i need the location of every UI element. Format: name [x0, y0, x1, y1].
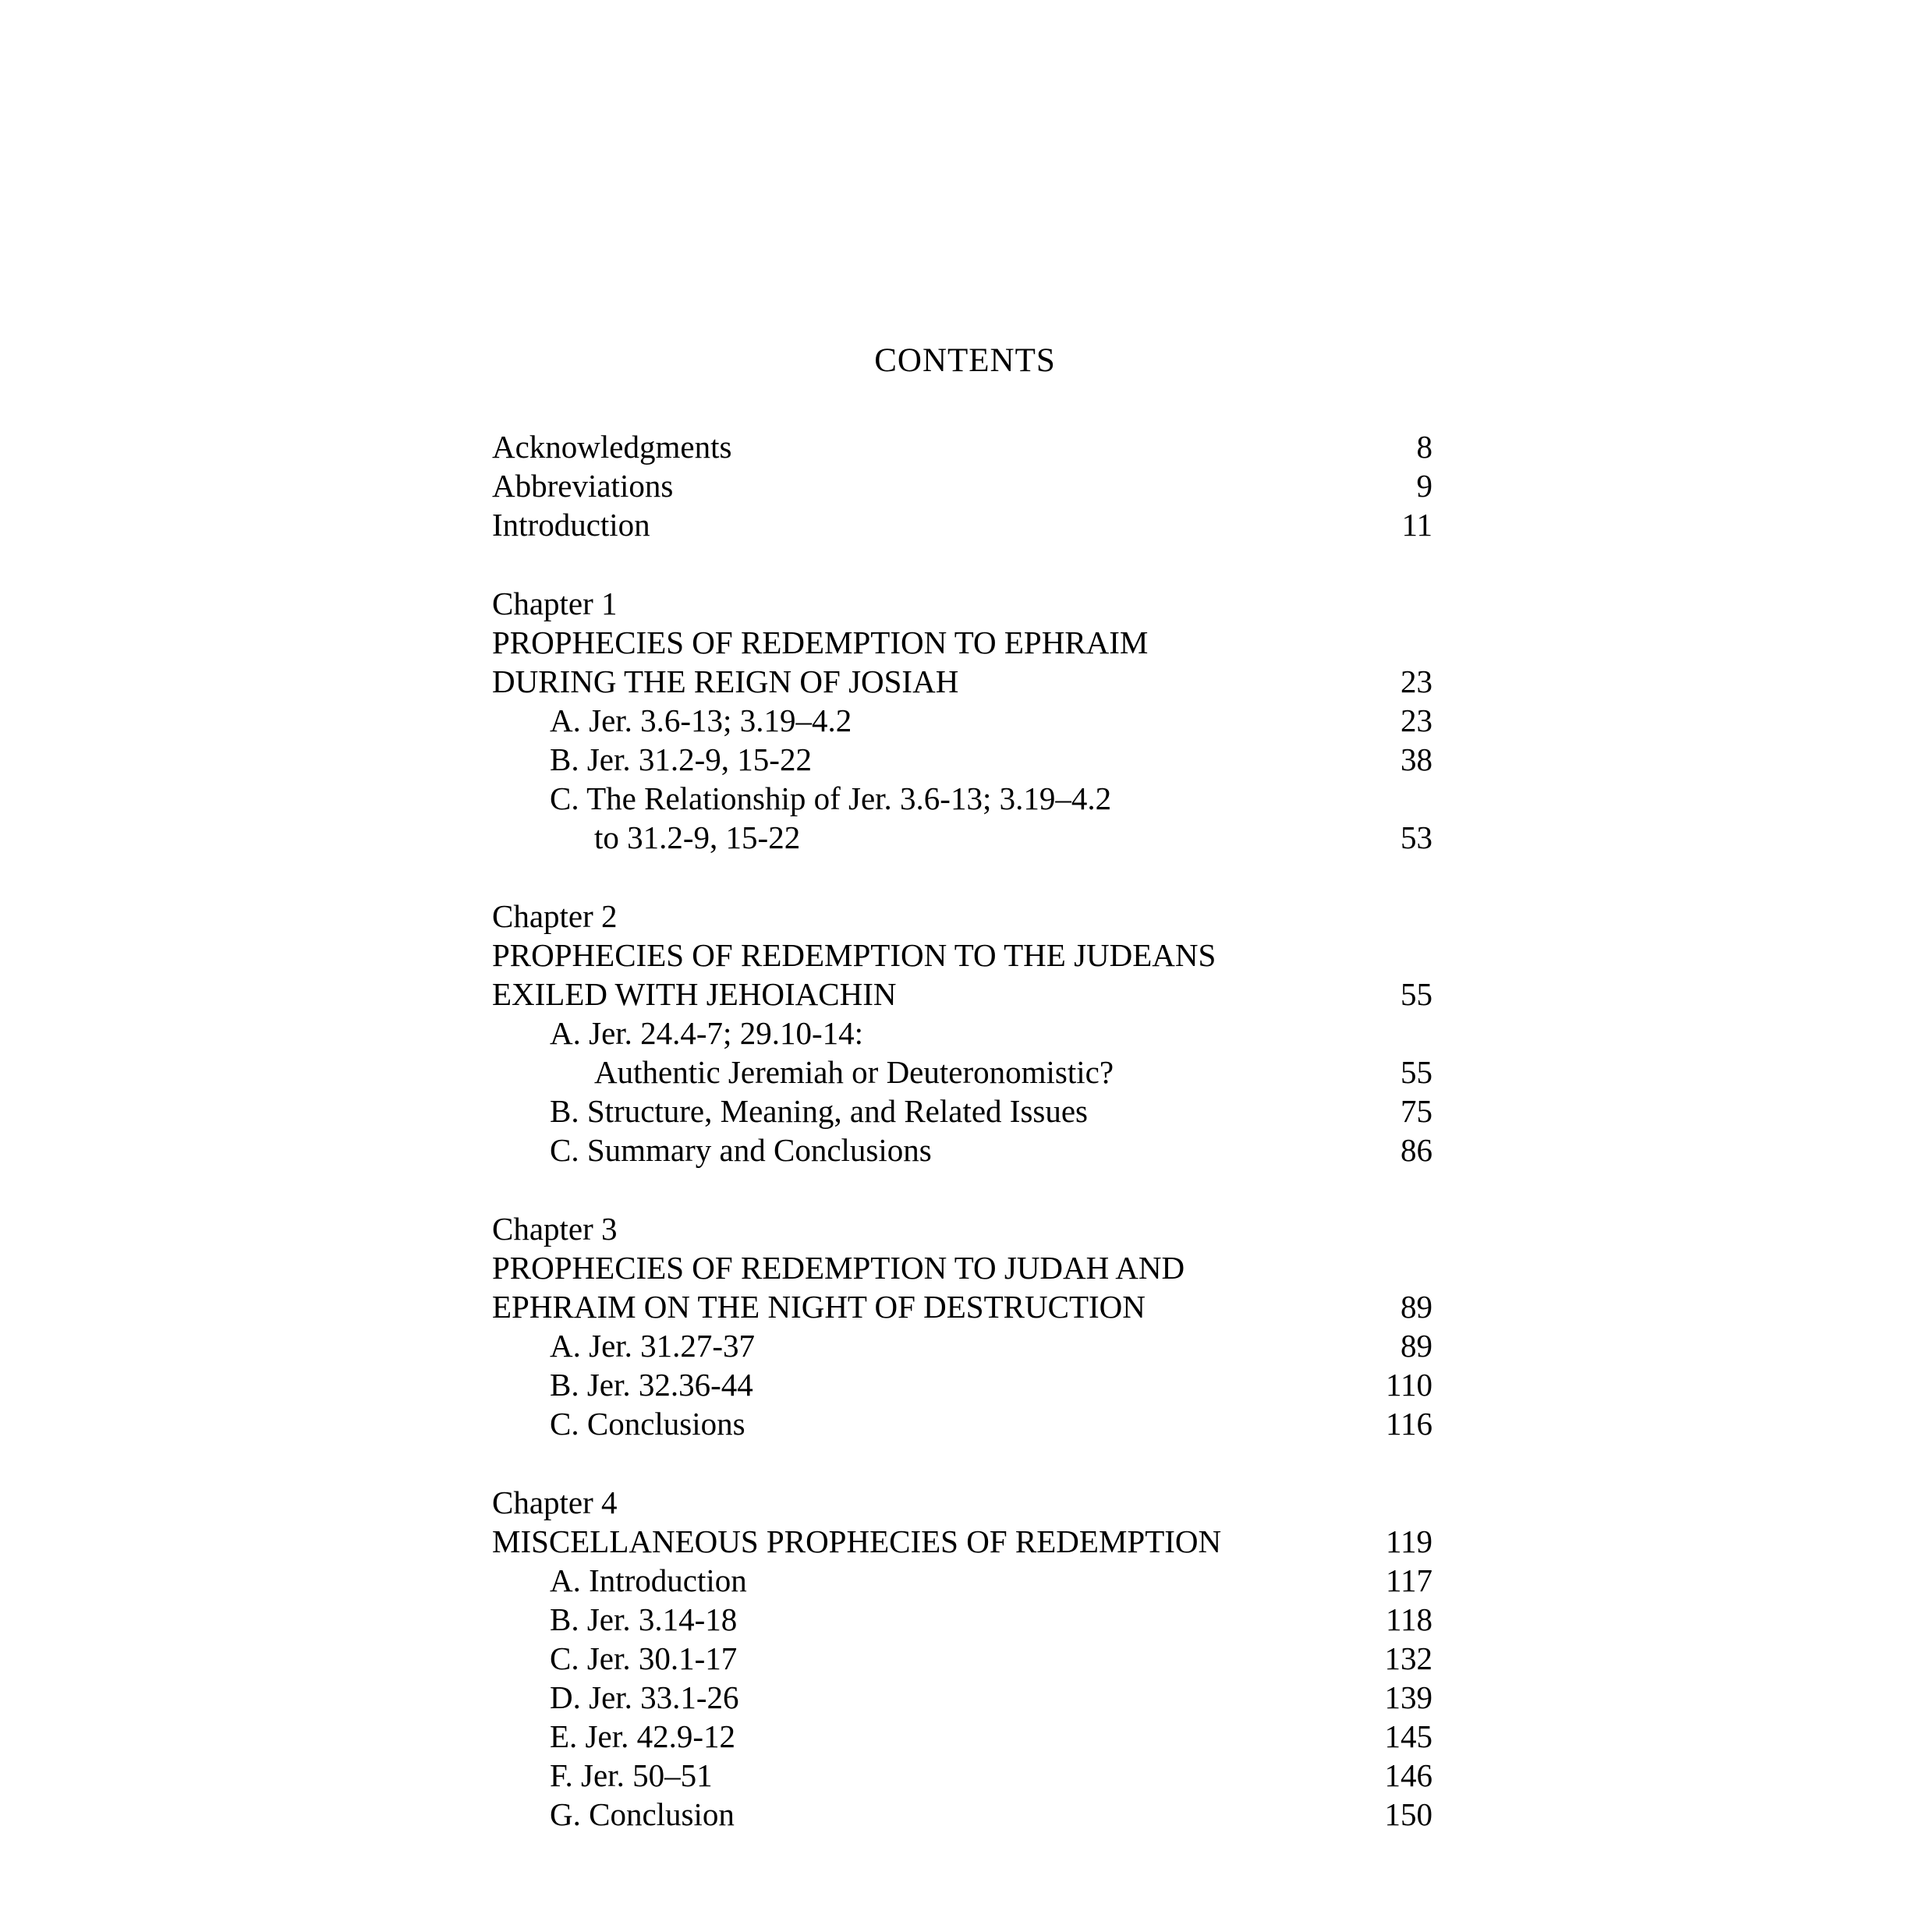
toc-page-number: 9 — [1416, 468, 1432, 504]
chapter-1-label — [492, 584, 1432, 623]
table-of-contents — [492, 427, 1432, 1834]
chapter-title-text: EXILED WITH JEHOIACHIN — [492, 976, 897, 1012]
section-title: D. Jer. 33.1-26 — [550, 1679, 739, 1715]
chapter-3-label — [492, 1209, 1432, 1248]
toc-page-number: 38 — [1401, 741, 1432, 777]
toc-page-number: 139 — [1384, 1679, 1432, 1715]
toc-page-number: 8 — [1416, 429, 1432, 465]
spacer — [492, 1169, 1432, 1209]
toc-page-number: 118 — [1386, 1601, 1432, 1637]
toc-page-number: 75 — [1401, 1093, 1432, 1129]
section-title: A. Jer. 3.6-13; 3.19–4.2 — [550, 702, 852, 738]
toc-page-number: 86 — [1401, 1132, 1432, 1168]
chapter-title-text: PROPHECIES OF REDEMPTION TO EPHRAIM — [492, 625, 1149, 660]
toc-page-number: 132 — [1384, 1640, 1432, 1676]
toc-entry-abbreviations[interactable] — [492, 466, 1432, 505]
toc-page-number: 11 — [1401, 507, 1432, 543]
section-title: B. Structure, Meaning, and Related Issues — [550, 1093, 1089, 1129]
toc-entry-acknowledgments[interactable] — [492, 427, 1432, 466]
chapter-2-label — [492, 897, 1432, 936]
chapter-4-section-c[interactable] — [492, 1639, 1432, 1678]
chapter-4-label — [492, 1483, 1432, 1522]
chapter-2-section-a-line-1[interactable] — [492, 1014, 1432, 1053]
chapter-1-title-line-1[interactable] — [492, 623, 1432, 662]
section-title: C. Jer. 30.1-17 — [550, 1640, 738, 1676]
chapter-4-section-a[interactable] — [492, 1561, 1432, 1600]
chapter-title-text: EPHRAIM ON THE NIGHT OF DESTRUCTION — [492, 1289, 1146, 1325]
toc-page-number: 110 — [1386, 1367, 1432, 1403]
section-title: E. Jer. 42.9-12 — [550, 1718, 735, 1754]
chapter-title-text: DURING THE REIGN OF JOSIAH — [492, 663, 959, 699]
chapter-3-section-b[interactable] — [492, 1365, 1432, 1404]
toc-page-number: 145 — [1384, 1718, 1432, 1754]
chapter-3-section-c[interactable] — [492, 1404, 1432, 1443]
chapter-title-text: PROPHECIES OF REDEMPTION TO JUDAH AND — [492, 1250, 1185, 1286]
toc-page-number: 146 — [1384, 1757, 1432, 1793]
chapter-3-section-a[interactable] — [492, 1326, 1432, 1365]
chapter-1-section-c-line-1[interactable] — [492, 779, 1432, 818]
toc-entry-label: Abbreviations — [492, 468, 674, 504]
toc-entry-label: Introduction — [492, 507, 650, 543]
chapter-4-section-g[interactable] — [492, 1795, 1432, 1834]
toc-entry-introduction[interactable] — [492, 505, 1432, 544]
chapter-2-title-line-2[interactable] — [492, 975, 1432, 1014]
chapter-number-label: Chapter 2 — [492, 898, 618, 934]
section-title: C. Conclusions — [550, 1406, 745, 1442]
toc-page-number: 116 — [1386, 1406, 1432, 1442]
chapter-4-section-b[interactable] — [492, 1600, 1432, 1639]
toc-page-number: 150 — [1384, 1796, 1432, 1832]
chapter-1-section-b[interactable] — [492, 740, 1432, 779]
section-title: A. Introduction — [550, 1562, 747, 1598]
chapter-1-section-c-line-2[interactable] — [492, 818, 1432, 857]
spacer — [492, 544, 1432, 584]
chapter-3-title-line-1[interactable] — [492, 1248, 1432, 1287]
section-title: B. Jer. 3.14-18 — [550, 1601, 738, 1637]
section-title: G. Conclusion — [550, 1796, 735, 1832]
chapter-2-section-a-line-2[interactable] — [492, 1053, 1432, 1092]
section-title: A. Jer. 31.27-37 — [550, 1328, 756, 1364]
toc-page-number: 89 — [1401, 1328, 1432, 1364]
chapter-2-section-c[interactable] — [492, 1131, 1432, 1169]
spacer — [492, 857, 1432, 897]
chapter-title-text: MISCELLANEOUS PROPHECIES OF REDEMPTION — [492, 1523, 1222, 1559]
section-title: B. Jer. 31.2-9, 15-22 — [550, 741, 812, 777]
chapter-number-label: Chapter 3 — [492, 1211, 618, 1247]
chapter-2-title-line-1[interactable] — [492, 936, 1432, 975]
section-title-continued: Authentic Jeremiah or Deuteronomistic? — [594, 1054, 1114, 1090]
toc-page-number: 119 — [1386, 1523, 1432, 1559]
chapter-title-text: PROPHECIES OF REDEMPTION TO THE JUDEANS — [492, 937, 1216, 973]
chapter-2-section-b[interactable] — [492, 1092, 1432, 1131]
chapter-4-section-d[interactable] — [492, 1678, 1432, 1717]
chapter-4-title-line-1[interactable] — [492, 1522, 1432, 1561]
toc-page-number: 117 — [1386, 1562, 1432, 1598]
chapter-number-label: Chapter 4 — [492, 1484, 618, 1520]
toc-page-number: 55 — [1401, 976, 1432, 1012]
toc-page-number: 23 — [1401, 702, 1432, 738]
section-title: B. Jer. 32.36-44 — [550, 1367, 753, 1403]
chapter-3-title-line-2[interactable] — [492, 1287, 1432, 1326]
toc-entry-label: Acknowledgments — [492, 429, 732, 465]
toc-page-number: 23 — [1401, 663, 1432, 699]
section-title: C. Summary and Conclusions — [550, 1132, 932, 1168]
chapter-4-section-e[interactable] — [492, 1717, 1432, 1756]
spacer — [492, 1443, 1432, 1483]
toc-page-number: 89 — [1401, 1289, 1432, 1325]
chapter-number-label: Chapter 1 — [492, 586, 618, 621]
toc-page-number: 55 — [1401, 1054, 1432, 1090]
section-title: F. Jer. 50–51 — [550, 1757, 713, 1793]
section-title: C. The Relationship of Jer. 3.6-13; 3.19–4.2 — [550, 780, 1112, 816]
chapter-1-section-a[interactable] — [492, 701, 1432, 740]
toc-page-number: 53 — [1401, 819, 1432, 855]
chapter-1-title-line-2[interactable] — [492, 662, 1432, 701]
section-title-continued: to 31.2-9, 15-22 — [594, 819, 801, 855]
page-title: CONTENTS — [874, 342, 1056, 379]
chapter-4-section-f[interactable] — [492, 1756, 1432, 1795]
section-title: A. Jer. 24.4-7; 29.10-14: — [550, 1015, 863, 1051]
